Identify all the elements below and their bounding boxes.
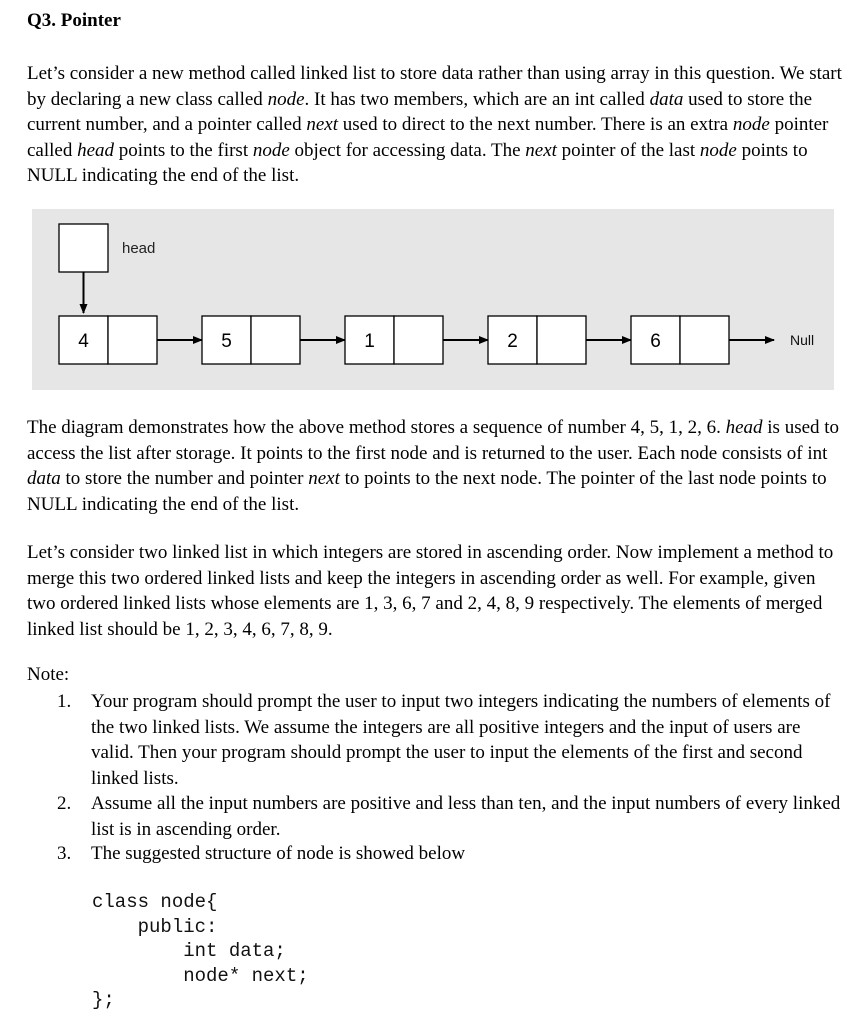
node-value: 5 [221, 331, 232, 352]
text-run: . It has two members, which are an int called [304, 88, 650, 110]
text-run: to store the number and pointer [60, 468, 309, 489]
null-label: Null [790, 332, 815, 348]
note-label: Note: [27, 664, 70, 685]
note-number: 1. [57, 691, 72, 712]
note-text: Your program should prompt the user to input two integers indicating the numbers of elements of the two linked lists. We assume the integers are all positive integers and the input of users are valid. Then your program should prompt the user to input the elements of the first and second linked lists. [91, 691, 831, 789]
text-run: pointer called [27, 114, 829, 161]
italic-term: head [725, 417, 763, 438]
note-number: 2. [57, 793, 72, 814]
explanation-paragraph [27, 415, 847, 517]
note-item-3 [57, 841, 847, 867]
node-next-cell [251, 316, 300, 364]
text-run: used to direct to the next number. There is an extra [338, 114, 733, 135]
italic-term: next [308, 468, 340, 489]
text-run: Let’s consider a new method called linked list to store data rather than using array in this question. We start by declaring a new class called [27, 63, 842, 110]
code-block: class node{ public: int data; node* next; }; [92, 891, 309, 1011]
head-label: head [122, 240, 156, 257]
node-next-cell [680, 316, 729, 364]
node-value: 1 [364, 331, 375, 352]
italic-term: next [306, 114, 339, 135]
note-item-1 [57, 689, 847, 791]
node-value: 4 [78, 331, 89, 352]
linked-list-svg [32, 209, 834, 390]
head-pointer-box [59, 224, 108, 272]
italic-term: node [732, 114, 770, 135]
node-next-cell [108, 316, 157, 364]
note-text: The suggested structure of node is showed below [91, 843, 466, 864]
node-value: 6 [650, 331, 661, 352]
text-run: pointer of the last [556, 139, 700, 161]
text-run: points to NULL indicating the end of the list. [27, 139, 808, 186]
note-item-2 [57, 791, 847, 842]
node-next-cell [537, 316, 586, 364]
intro-paragraph [27, 61, 847, 189]
text-run: object for accessing data. The [289, 139, 526, 161]
nodes-group [59, 316, 774, 364]
italic-term: node [267, 88, 305, 110]
italic-term: node [699, 139, 737, 161]
node-value: 2 [507, 331, 518, 352]
italic-term: node [252, 139, 290, 161]
text-run: points to the first [114, 139, 253, 161]
italic-term: data [27, 468, 61, 489]
italic-term: head [77, 139, 115, 161]
question-title: Q3. Pointer [27, 10, 121, 31]
linked-list-diagram [32, 209, 834, 390]
italic-term: data [649, 88, 684, 110]
task-paragraph: Let’s consider two linked list in which integers are stored in ascending order. Now implement a method to merge this two ordered linked lists and keep the integers in ascending order as well. For example, given two ordered linked lists whose elements are 1, 3, 6, 7 and 2, 4, 8, 9 respectively. The elements of merged linked list should be 1, 2, 3, 4, 6, 7, 8, 9. [27, 542, 834, 640]
text-run: to points to the next node. The pointer of the last node points to NULL indicating the end of the list. [27, 468, 827, 515]
note-number: 3. [57, 843, 72, 864]
text-run: is used to access the list after storage. It points to the first node and is returned to the user. Each node consists of int [27, 417, 840, 464]
node-next-cell [394, 316, 443, 364]
text-run: The diagram demonstrates how the above method stores a sequence of number 4, 5, 1, 2, 6. [27, 417, 726, 438]
italic-term: next [525, 139, 557, 161]
note-text: Assume all the input numbers are positive and less than ten, and the input numbers of every linked list is in ascending order. [91, 793, 841, 840]
text-run: used to store the current number, and a pointer called [27, 88, 813, 135]
